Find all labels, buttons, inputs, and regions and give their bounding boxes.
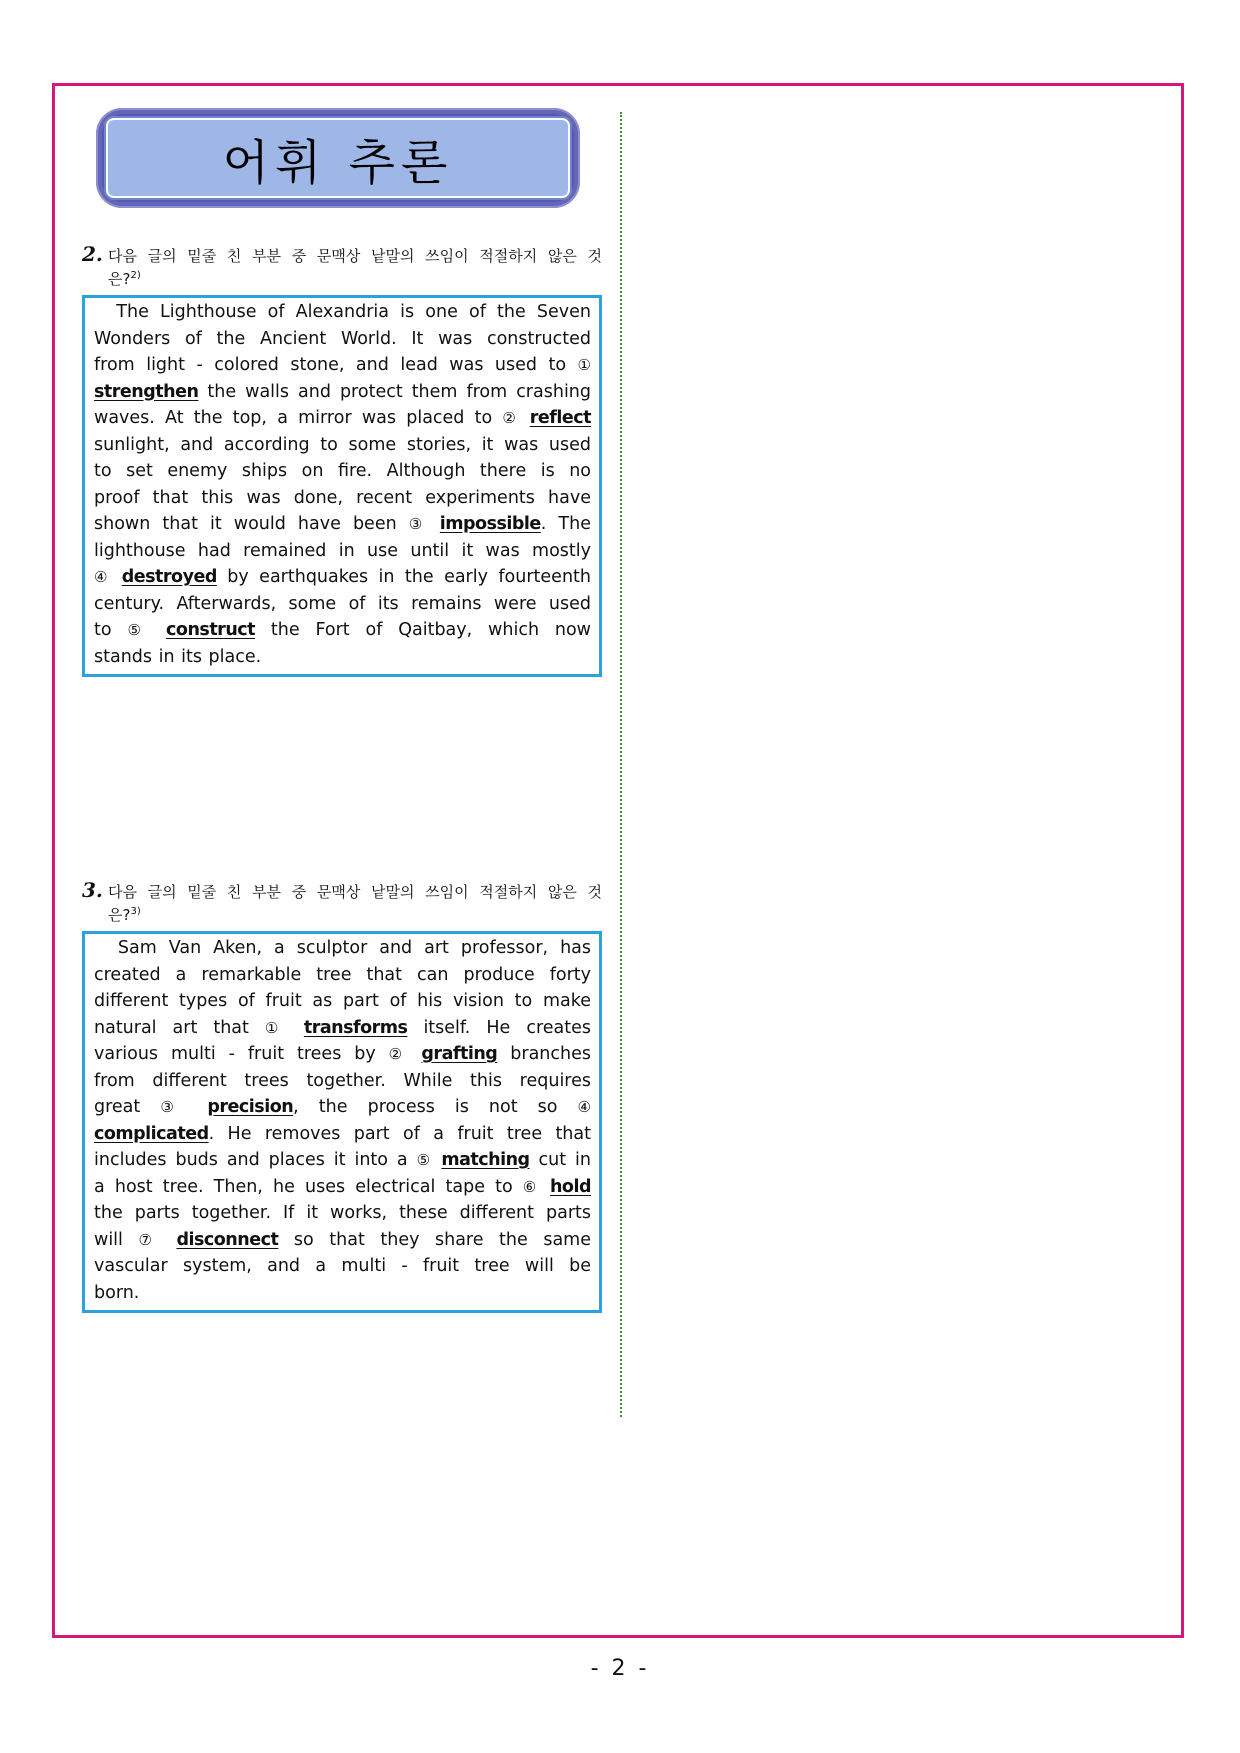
section-title: 어휘 추론 xyxy=(222,134,454,191)
passage-line xyxy=(94,591,591,618)
passage-box xyxy=(82,931,602,1313)
passage-line xyxy=(94,1147,591,1174)
passage-line xyxy=(94,644,591,671)
passage-line xyxy=(94,538,591,565)
passage-text: natural art that xyxy=(94,1017,265,1038)
passage-text xyxy=(520,408,530,428)
question-prompt xyxy=(82,878,602,925)
passage-text: . The xyxy=(540,514,591,534)
passage-line xyxy=(94,1227,591,1254)
question-prompt xyxy=(82,242,602,289)
passage-text: Wonders of the Ancient World. It was constructed xyxy=(94,328,591,349)
passage-line xyxy=(94,1253,591,1280)
section-banner xyxy=(96,108,580,208)
passage-text xyxy=(540,1177,550,1197)
passage-text: stands in its place. xyxy=(94,646,262,667)
underlined-word: hold xyxy=(549,1176,591,1197)
passage-text: cut in xyxy=(529,1150,591,1170)
underlined-word: matching xyxy=(441,1150,530,1170)
question-text-continued xyxy=(108,902,602,925)
passage-text xyxy=(408,1044,421,1064)
passage-text: created a remarkable tree that can produce forty xyxy=(94,964,591,985)
passage-text: from light - colored stone, and lead was used to xyxy=(94,355,578,375)
passage-text: great xyxy=(94,1097,161,1117)
passage-line xyxy=(94,1068,591,1095)
underlined-word: transforms xyxy=(303,1017,408,1038)
passage-text: so that they share the same xyxy=(278,1229,591,1250)
passage-text: the parts together. If it works, these different parts xyxy=(94,1203,591,1223)
passage-text: by earthquakes in the early fourteenth xyxy=(216,567,591,587)
passage-text xyxy=(187,1097,207,1117)
passage-text: , the process is not so xyxy=(293,1097,578,1117)
underlined-word: grafting xyxy=(421,1044,498,1064)
choice-marker: ④ xyxy=(577,1098,591,1116)
column-divider xyxy=(620,112,622,1417)
footnote-ref: 3) xyxy=(130,906,141,917)
passage-text: branches xyxy=(497,1044,591,1064)
passage-text: shown that it would have been xyxy=(94,514,409,534)
passage-text: the Fort of Qaitbay, which now xyxy=(255,620,591,640)
passage-text: vascular system, and a multi - fruit tree will be xyxy=(94,1256,591,1276)
underlined-word: disconnect xyxy=(176,1229,279,1250)
passage-text: The Lighthouse of Alexandria is one of the Seven xyxy=(94,302,591,322)
question-text-continued xyxy=(108,266,602,289)
passage-line xyxy=(94,1280,591,1307)
choice-marker: ⑦ xyxy=(138,1230,161,1249)
question-text: 다음 글의 밑줄 친 부분 중 문맥상 낱말의 쓰임이 적절하지 않은 것 xyxy=(108,883,602,901)
passage-text: century. Afterwards, some of its remains were used xyxy=(94,593,591,614)
choice-marker: ③ xyxy=(160,1098,188,1116)
choice-marker: ① xyxy=(264,1018,288,1037)
question-text-end: 은? xyxy=(108,906,131,924)
passage-text: will xyxy=(94,1229,139,1250)
passage-line xyxy=(94,352,591,379)
passage-text xyxy=(288,1018,304,1038)
passage-text: born. xyxy=(94,1282,140,1303)
question-2 xyxy=(82,242,602,677)
underlined-word: impossible xyxy=(439,514,541,534)
passage-line xyxy=(94,1200,591,1227)
passage-text: itself. He creates xyxy=(407,1017,591,1038)
passage-text: different types of fruit as part of his vision to make xyxy=(94,991,591,1011)
passage-line xyxy=(94,485,591,512)
question-number: 3. xyxy=(82,878,103,902)
passage-text: waves. At the top, a mirror was placed to xyxy=(94,408,503,428)
question-text: 다음 글의 밑줄 친 부분 중 문맥상 낱말의 쓰임이 적절하지 않은 것 xyxy=(108,247,602,265)
passage-line xyxy=(94,935,591,962)
underlined-word: destroyed xyxy=(121,567,217,587)
passage-text xyxy=(150,620,166,640)
passage-text: includes buds and places it into a xyxy=(94,1150,417,1170)
passage-line xyxy=(94,326,591,353)
choice-marker: ⑤ xyxy=(127,621,151,639)
passage-line xyxy=(94,379,591,406)
passage-text: to set enemy ships on fire. Although there is no xyxy=(94,461,591,481)
underlined-word: complicated xyxy=(94,1123,209,1144)
passage-line xyxy=(94,1094,591,1121)
banner-inner xyxy=(106,118,570,198)
passage-text: various multi - fruit trees by xyxy=(94,1044,389,1064)
passage-box xyxy=(82,295,602,677)
passage-line xyxy=(94,617,591,644)
passage-text: to xyxy=(94,620,128,640)
passage-line xyxy=(94,1121,591,1148)
underlined-word: reflect xyxy=(529,408,591,428)
choice-marker: ⑥ xyxy=(522,1177,540,1196)
choice-marker: ⑤ xyxy=(416,1151,433,1169)
passage-line xyxy=(94,564,591,591)
underlined-word: construct xyxy=(166,620,256,640)
passage-line xyxy=(94,988,591,1015)
choice-marker: ② xyxy=(388,1045,409,1063)
footnote-ref: 2) xyxy=(130,270,141,281)
underlined-word: strengthen xyxy=(94,381,199,402)
passage-line xyxy=(94,458,591,485)
passage-text: from different trees together. While this requires xyxy=(94,1070,591,1091)
choice-marker: ① xyxy=(577,356,591,374)
passage-line xyxy=(94,405,591,432)
passage-line xyxy=(94,432,591,459)
passage-line xyxy=(94,511,591,538)
passage-text: . He removes part of a fruit tree that xyxy=(208,1123,591,1144)
passage-text: proof that this was done, recent experiments have xyxy=(94,487,591,508)
passage-line xyxy=(94,962,591,989)
underlined-word: precision xyxy=(207,1097,294,1117)
passage-text xyxy=(161,1230,177,1250)
choice-marker: ③ xyxy=(408,515,428,533)
passage-text xyxy=(111,567,121,587)
passage-text: a host tree. Then, he uses electrical tape to xyxy=(94,1176,523,1197)
choice-marker: ④ xyxy=(94,568,112,586)
passage-line xyxy=(94,1015,591,1042)
passage-text xyxy=(428,514,440,534)
passage-line xyxy=(94,1041,591,1068)
passage-line xyxy=(94,299,591,326)
passage-line xyxy=(94,1174,591,1201)
choice-marker: ② xyxy=(502,409,520,427)
passage-text: Sam Van Aken, a sculptor and art professor, has xyxy=(94,938,591,958)
question-text-end: 은? xyxy=(108,270,131,288)
passage-text: sunlight, and according to some stories, it was used xyxy=(94,434,591,455)
passage-text: lighthouse had remained in use until it was mostly xyxy=(94,540,591,561)
question-number: 2. xyxy=(82,242,103,266)
passage-text: the walls and protect them from crashing xyxy=(198,381,591,402)
question-3 xyxy=(82,878,602,1313)
page-number: - 2 - xyxy=(590,1656,650,1681)
